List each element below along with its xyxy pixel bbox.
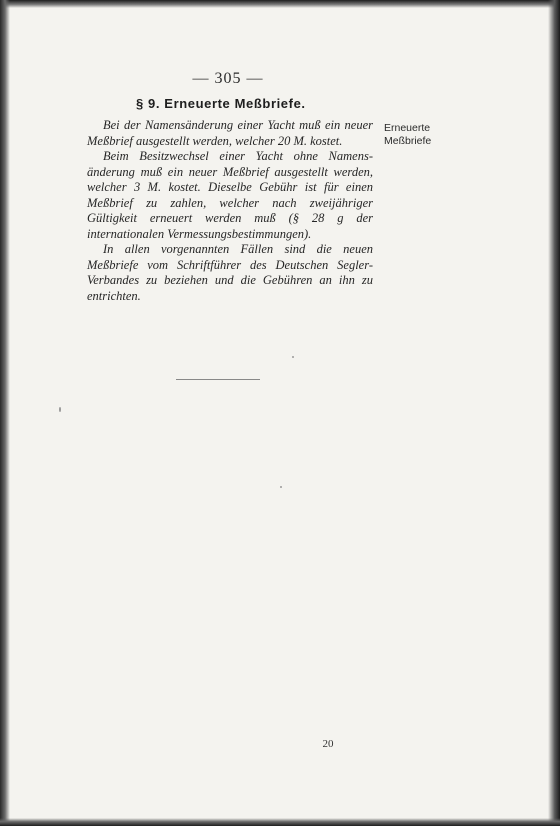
- scan-edge-top: [0, 0, 560, 8]
- scan-edge-right: [548, 0, 560, 826]
- paragraph: In allen vorgenannten Fällen sind die neuen Meßbriefe vom Schriftführer des Deutschen Segler-Verbandes zu beziehen und die Gebühren an ihn zu entrichten.: [87, 242, 373, 303]
- margin-note-line: Erneuerte: [384, 122, 431, 134]
- paragraph: Beim Besitzwechsel einer Yacht ohne Namensänderung muß ein neuer Meßbrief ausgestellt werden, welcher 3 M. kostet. Dieselbe Gebühr ist für einen Meßbrief zu zahlen, welcher nach zweijähriger Gültigkeit erneuert werden muß (§ 28 g der internationalen Vermessungsbestimmungen).: [87, 149, 373, 241]
- margin-note-line: Meßbriefe: [384, 135, 432, 147]
- section-title: § 9. Erneuerte Meßbriefe.: [136, 96, 306, 111]
- footer-number: 20: [322, 738, 334, 750]
- margin-note: [384, 122, 464, 148]
- page-number: — 305 —: [192, 70, 264, 87]
- scan-edge-bottom: [0, 818, 560, 826]
- paper-speck: [292, 356, 294, 358]
- horizontal-rule: [176, 379, 260, 380]
- paper-speck: [280, 486, 282, 488]
- scan-edge-left: [0, 0, 10, 826]
- paper-speck: [59, 407, 61, 412]
- paragraph: Bei der Namensänderung einer Yacht muß ein neuer Meßbrief ausgestellt werden, welcher 20 M. kostet.: [87, 118, 373, 148]
- body-text: [87, 118, 373, 304]
